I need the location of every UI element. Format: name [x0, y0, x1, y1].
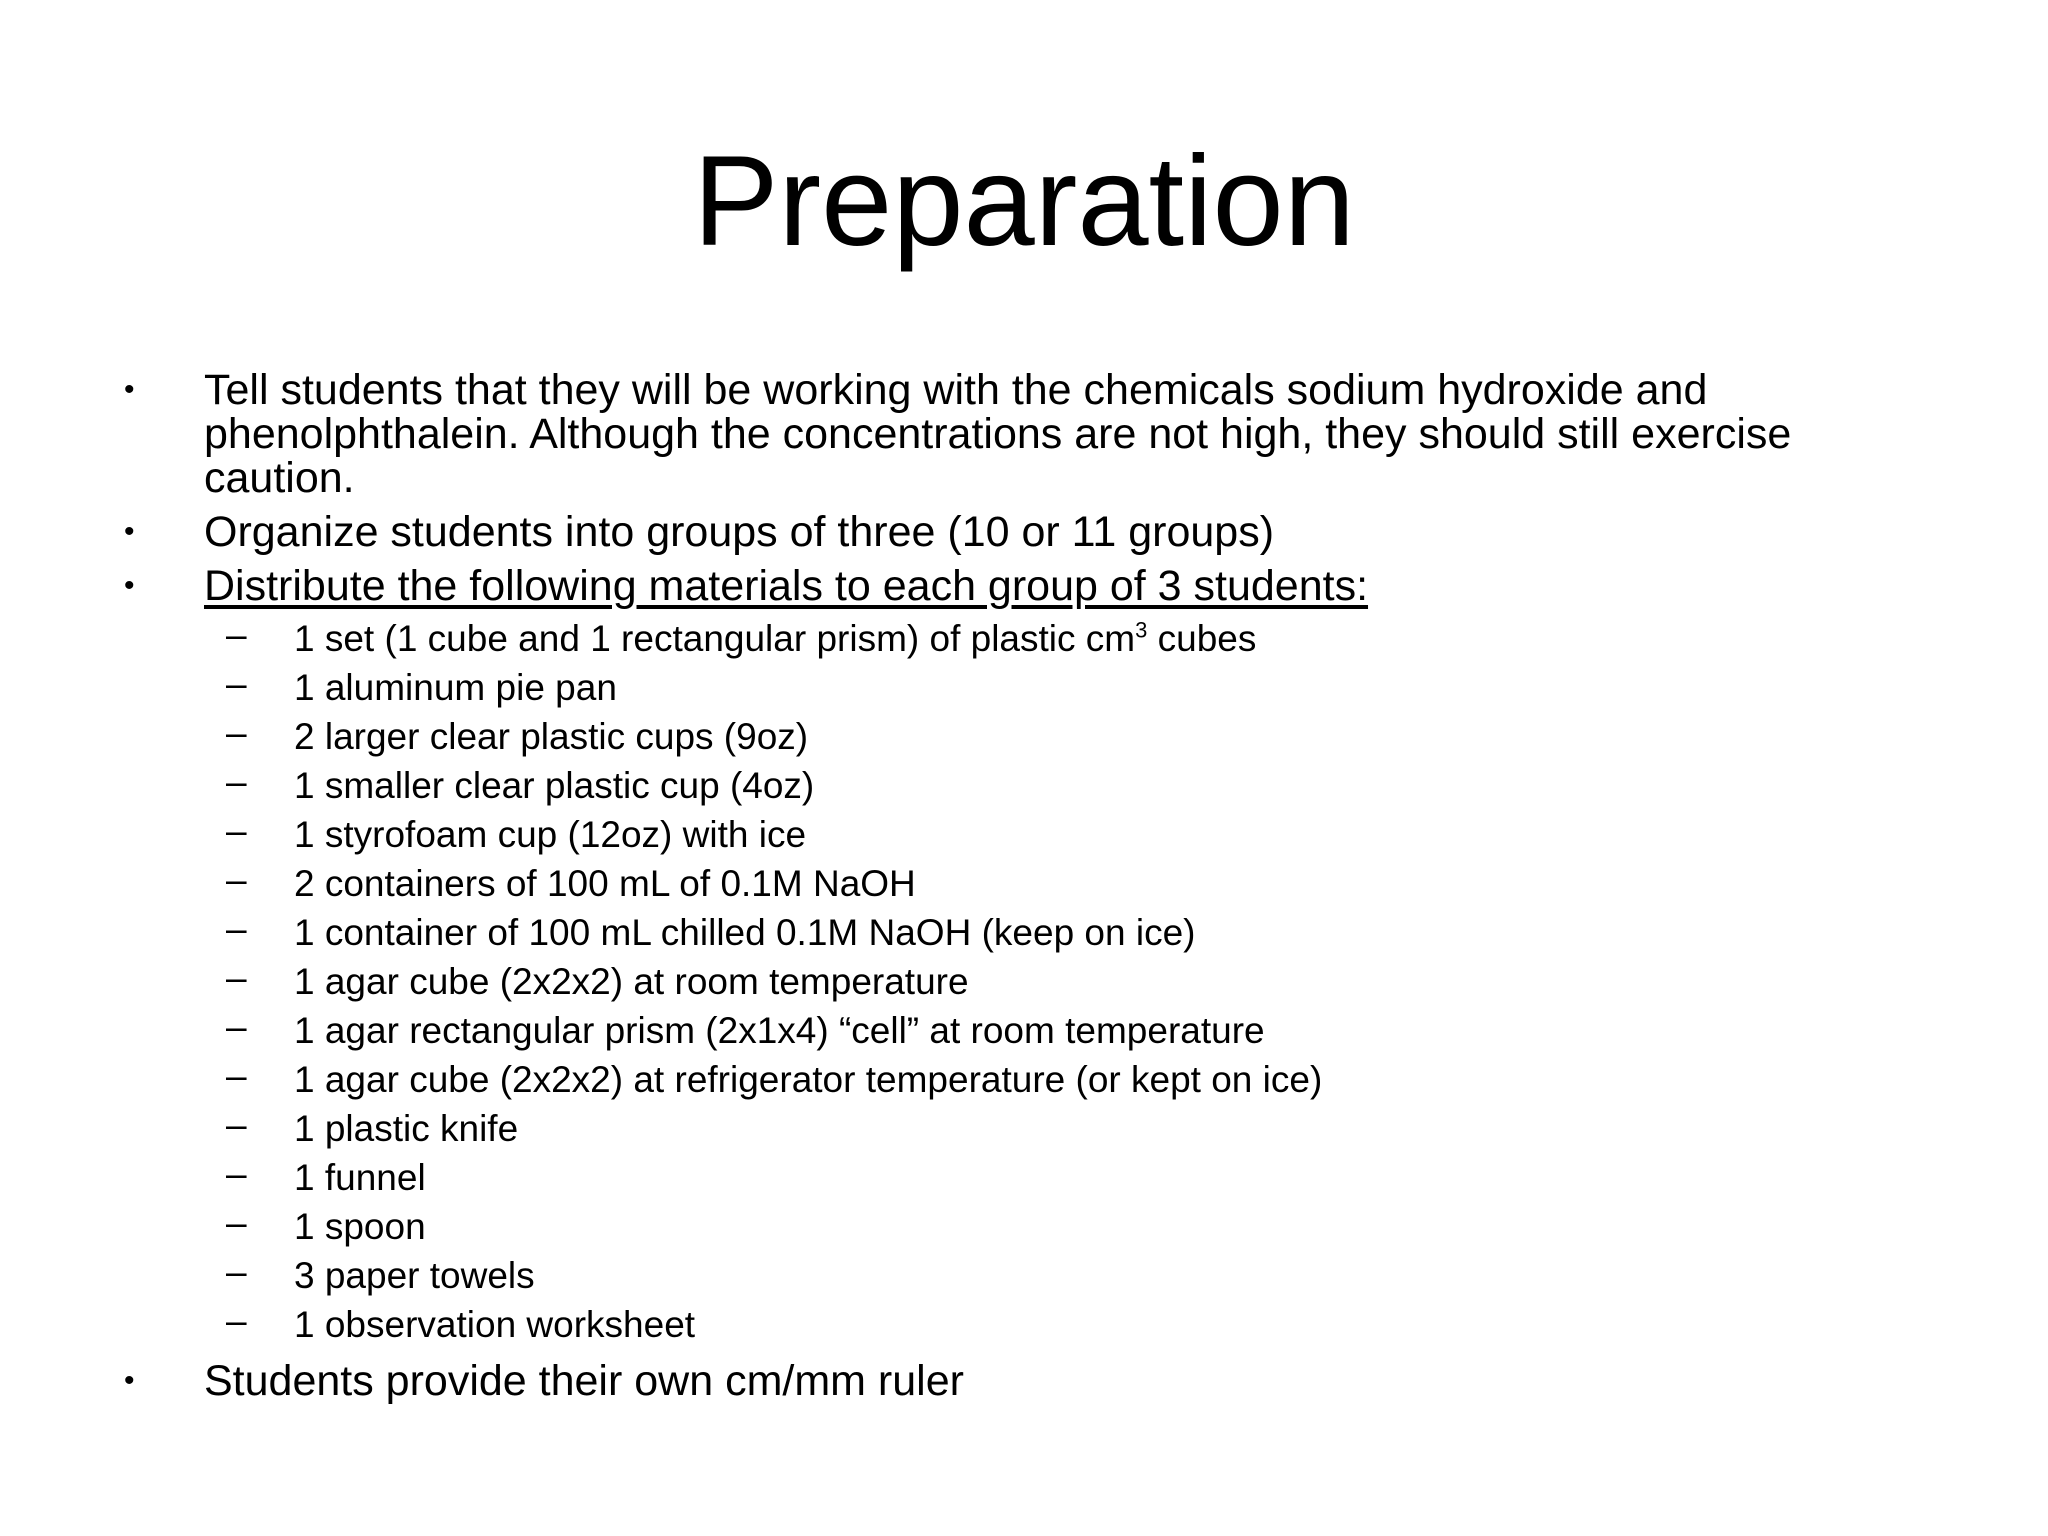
material-text: 1 plastic knife	[294, 1108, 519, 1149]
material-item	[124, 1006, 1844, 1055]
dash-icon: –	[226, 1104, 247, 1145]
dash-icon: –	[226, 614, 247, 655]
dash-icon: –	[226, 1251, 247, 1292]
material-item	[124, 1055, 1844, 1104]
bullet-text: Tell students that they will be working with the chemicals sodium hydroxide and phenolphthalein. Although the concentrations are not high, they should still exercise caution.	[204, 366, 1792, 502]
material-text: 1 agar rectangular prism (2x1x4) “cell” at room temperature	[294, 1010, 1265, 1051]
material-item	[124, 761, 1844, 810]
superscript: 3	[1135, 617, 1148, 643]
dash-icon: –	[226, 957, 247, 998]
dash-icon: –	[226, 1202, 247, 1243]
material-item	[124, 810, 1844, 859]
material-text: 1 styrofoam cup (12oz) with ice	[294, 814, 807, 855]
dash-icon: –	[226, 761, 247, 802]
bullet-item	[124, 1359, 1924, 1403]
material-text-suffix: cubes	[1147, 618, 1257, 659]
material-item	[124, 614, 1844, 663]
bullet-list	[124, 368, 1924, 1413]
bullet-item	[124, 510, 1924, 554]
bullet-icon: •	[124, 515, 135, 548]
dash-icon: –	[226, 859, 247, 900]
material-text: 1 container of 100 mL chilled 0.1M NaOH (keep on ice)	[294, 912, 1196, 953]
bullet-icon: •	[124, 1364, 135, 1397]
material-text: 1 spoon	[294, 1206, 426, 1247]
materials-list	[124, 614, 1844, 1349]
material-item	[124, 1153, 1844, 1202]
material-item	[124, 1251, 1844, 1300]
material-text: 3 paper towels	[294, 1255, 535, 1296]
dash-icon: –	[226, 1153, 247, 1194]
material-text: 1 agar cube (2x2x2) at room temperature	[294, 961, 969, 1002]
material-text: 1 smaller clear plastic cup (4oz)	[294, 765, 815, 806]
bullet-icon: •	[124, 373, 135, 406]
material-text: 2 larger clear plastic cups (9oz)	[294, 716, 809, 757]
dash-icon: –	[226, 908, 247, 949]
material-text: 2 containers of 100 mL of 0.1M NaOH	[294, 863, 916, 904]
dash-icon: –	[226, 712, 247, 753]
dash-icon: –	[226, 810, 247, 851]
material-item	[124, 1300, 1844, 1349]
dash-icon: –	[226, 1006, 247, 1047]
bullet-item	[124, 368, 1924, 500]
dash-icon: –	[226, 1055, 247, 1096]
material-text: 1 set (1 cube and 1 rectangular prism) of plastic cm	[294, 618, 1136, 659]
bullet-text: Organize students into groups of three (10 or 11 groups)	[204, 508, 1275, 556]
bullet-item-materials	[124, 564, 1924, 1349]
material-item	[124, 1104, 1844, 1153]
material-item	[124, 859, 1844, 908]
dash-icon: –	[226, 1300, 247, 1341]
material-text: 1 observation worksheet	[294, 1304, 696, 1345]
dash-icon: –	[226, 663, 247, 704]
material-text: 1 aluminum pie pan	[294, 667, 617, 708]
slide-title: Preparation	[693, 130, 1355, 273]
material-item	[124, 663, 1844, 712]
bullet-icon: •	[124, 569, 135, 602]
bullet-text: Students provide their own cm/mm ruler	[204, 1357, 964, 1405]
material-text: 1 agar cube (2x2x2) at refrigerator temperature (or kept on ice)	[294, 1059, 1323, 1100]
material-item	[124, 712, 1844, 761]
material-item	[124, 908, 1844, 957]
bullet-text: Distribute the following materials to each group of 3 students:	[204, 562, 1369, 610]
material-item	[124, 1202, 1844, 1251]
material-item	[124, 957, 1844, 1006]
material-text: 1 funnel	[294, 1157, 426, 1198]
